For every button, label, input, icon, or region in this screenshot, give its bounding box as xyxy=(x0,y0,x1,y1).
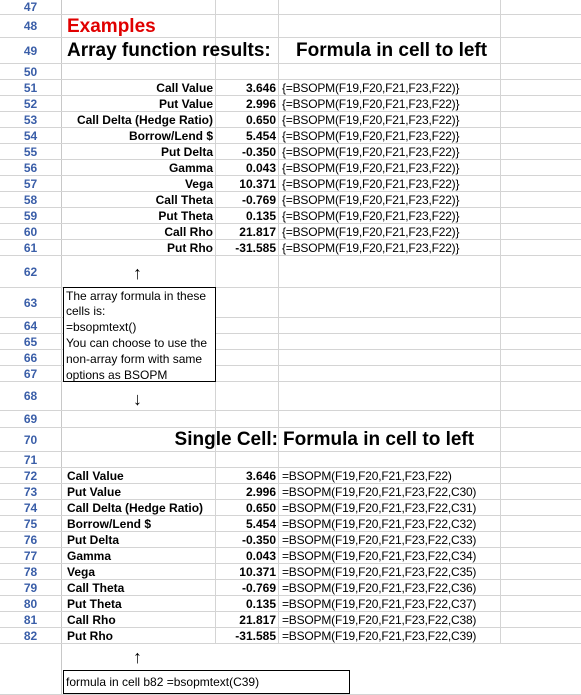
array-value[interactable]: 5.454 xyxy=(245,129,276,143)
column-gridline xyxy=(500,0,501,644)
row-header[interactable]: 80 xyxy=(0,596,62,611)
row-header[interactable]: 47 xyxy=(0,0,62,14)
note-line: options as BSOPM xyxy=(66,368,168,382)
array-formula[interactable]: {=BSOPM(F19,F20,F21,F23,F22)} xyxy=(282,177,460,191)
single-label[interactable]: Call Value xyxy=(67,469,124,483)
array-label[interactable]: Borrow/Lend $ xyxy=(128,129,213,143)
array-results-heading[interactable]: Array function results: xyxy=(67,40,271,61)
single-label[interactable]: Put Delta xyxy=(67,533,120,547)
single-formula[interactable]: =BSOPM(F19,F20,F21,F23,F22,C33) xyxy=(282,533,477,547)
sheet-row[interactable] xyxy=(0,256,581,288)
row-header[interactable]: 73 xyxy=(0,484,62,499)
array-formula[interactable]: {=BSOPM(F19,F20,F21,F23,F22)} xyxy=(282,97,460,111)
array-formula[interactable]: {=BSOPM(F19,F20,F21,F23,F22)} xyxy=(282,241,460,255)
row-header[interactable]: 60 xyxy=(0,224,62,239)
note-line: =bsopmtext() xyxy=(66,320,137,334)
single-formula[interactable]: =BSOPM(F19,F20,F21,F23,F22,C32) xyxy=(282,517,477,531)
single-formula[interactable]: =BSOPM(F19,F20,F21,F23,F22,C38) xyxy=(282,613,477,627)
column-gridline xyxy=(278,0,279,644)
note-line: The array formula in these xyxy=(66,289,207,303)
row-header[interactable]: 78 xyxy=(0,564,62,579)
array-label[interactable]: Put Delta xyxy=(160,145,213,159)
row-header[interactable]: 64 xyxy=(0,318,62,333)
single-value[interactable]: 10.371 xyxy=(239,565,276,579)
row-header[interactable]: 77 xyxy=(0,548,62,563)
row-header[interactable]: 55 xyxy=(0,144,62,159)
single-formula[interactable]: =BSOPM(F19,F20,F21,F23,F22,C31) xyxy=(282,501,477,515)
array-value[interactable]: 0.043 xyxy=(245,161,276,175)
single-value[interactable]: -0.769 xyxy=(241,581,276,595)
single-value[interactable]: -31.585 xyxy=(235,629,276,643)
array-value[interactable]: 0.650 xyxy=(245,113,276,127)
down-arrow-icon: ↓ xyxy=(133,389,142,409)
single-formula[interactable]: =BSOPM(F19,F20,F21,F23,F22,C34) xyxy=(282,549,477,563)
row-header[interactable]: 81 xyxy=(0,612,62,627)
array-label[interactable]: Call Delta (Hedge Ratio) xyxy=(76,113,213,127)
array-formula[interactable]: {=BSOPM(F19,F20,F21,F23,F22)} xyxy=(282,129,460,143)
array-value[interactable]: 2.996 xyxy=(245,97,276,111)
single-label[interactable]: Put Rho xyxy=(67,629,113,643)
array-label[interactable]: Vega xyxy=(184,177,213,191)
examples-heading[interactable]: Examples xyxy=(67,16,156,37)
row-header[interactable]: 69 xyxy=(0,411,62,427)
row-header[interactable]: 61 xyxy=(0,240,62,255)
single-formula[interactable]: =BSOPM(F19,F20,F21,F23,F22) xyxy=(282,469,452,483)
array-label[interactable]: Put Value xyxy=(158,97,213,111)
row-header[interactable]: 75 xyxy=(0,516,62,531)
row-header[interactable]: 82 xyxy=(0,628,62,643)
sheet-row[interactable] xyxy=(0,411,581,428)
row-header[interactable] xyxy=(0,644,62,694)
row-header[interactable]: 58 xyxy=(0,192,62,207)
row-header[interactable]: 76 xyxy=(0,532,62,547)
single-value[interactable]: 3.646 xyxy=(245,469,276,483)
single-formula[interactable]: =BSOPM(F19,F20,F21,F23,F22,C39) xyxy=(282,629,477,643)
row-header[interactable]: 54 xyxy=(0,128,62,143)
single-value[interactable]: -0.350 xyxy=(241,533,276,547)
single-label[interactable]: Vega xyxy=(67,565,96,579)
single-value[interactable]: 0.043 xyxy=(245,549,276,563)
single-formula[interactable]: =BSOPM(F19,F20,F21,F23,F22,C30) xyxy=(282,485,477,499)
single-label[interactable]: Call Delta (Hedge Ratio) xyxy=(67,501,204,515)
single-label[interactable]: Call Rho xyxy=(67,613,116,627)
row-header[interactable]: 59 xyxy=(0,208,62,223)
row-header[interactable]: 79 xyxy=(0,580,62,595)
row-header[interactable]: 68 xyxy=(0,382,62,410)
formula-left-heading-2[interactable]: Formula in cell to left xyxy=(283,429,475,450)
single-formula[interactable]: =BSOPM(F19,F20,F21,F23,F22,C37) xyxy=(282,597,477,611)
single-formula-note[interactable]: formula in cell b82 =bsopmtext(C39) xyxy=(63,670,350,694)
array-value[interactable]: 0.135 xyxy=(245,209,276,223)
row-header[interactable]: 49 xyxy=(0,38,62,63)
array-label[interactable]: Call Theta xyxy=(155,193,213,207)
single-value[interactable]: 2.996 xyxy=(245,485,276,499)
row-header[interactable]: 65 xyxy=(0,334,62,349)
single-label[interactable]: Gamma xyxy=(67,549,112,563)
single-value[interactable]: 0.135 xyxy=(245,597,276,611)
single-label[interactable]: Put Value xyxy=(67,485,122,499)
sheet-row[interactable] xyxy=(0,382,581,411)
sheet-row[interactable] xyxy=(0,452,581,468)
single-label[interactable]: Call Theta xyxy=(67,581,125,595)
row-header[interactable]: 62 xyxy=(0,256,62,287)
sheet-row[interactable] xyxy=(0,0,581,15)
array-label[interactable]: Gamma xyxy=(168,161,213,175)
row-header[interactable]: 71 xyxy=(0,452,62,467)
array-formula[interactable]: {=BSOPM(F19,F20,F21,F23,F22)} xyxy=(282,161,460,175)
array-label[interactable]: Call Value xyxy=(156,81,213,95)
single-value[interactable]: 0.650 xyxy=(245,501,276,515)
array-value[interactable]: -31.585 xyxy=(235,241,276,255)
single-formula[interactable]: =BSOPM(F19,F20,F21,F23,F22,C35) xyxy=(282,565,477,579)
single-cell-heading[interactable]: Single Cell: xyxy=(174,429,278,450)
row-header[interactable]: 56 xyxy=(0,160,62,175)
single-value[interactable]: 5.454 xyxy=(245,517,276,531)
array-label[interactable]: Put Theta xyxy=(158,209,213,223)
single-value[interactable]: 21.817 xyxy=(239,613,276,627)
row-header[interactable]: 50 xyxy=(0,64,62,79)
up-arrow-icon: ↑ xyxy=(133,647,142,667)
row-header[interactable]: 57 xyxy=(0,176,62,191)
single-formula[interactable]: =BSOPM(F19,F20,F21,F23,F22,C36) xyxy=(282,581,477,595)
array-value[interactable]: 3.646 xyxy=(245,81,276,95)
up-arrow-icon: ↑ xyxy=(133,263,142,283)
single-label[interactable]: Put Theta xyxy=(67,597,122,611)
note-line: cells is: xyxy=(66,304,106,318)
array-value[interactable]: -0.350 xyxy=(241,145,276,159)
row-header[interactable]: 74 xyxy=(0,500,62,515)
row-header[interactable]: 51 xyxy=(0,80,62,95)
formula-left-heading[interactable]: Formula in cell to left xyxy=(296,40,488,61)
array-formula[interactable]: {=BSOPM(F19,F20,F21,F23,F22)} xyxy=(282,145,460,159)
array-formula[interactable]: {=BSOPM(F19,F20,F21,F23,F22)} xyxy=(282,225,460,239)
row-header[interactable]: 66 xyxy=(0,350,62,365)
row-header[interactable]: 72 xyxy=(0,468,62,483)
array-formula[interactable]: {=BSOPM(F19,F20,F21,F23,F22)} xyxy=(282,193,460,207)
row-header[interactable]: 63 xyxy=(0,288,62,317)
array-value[interactable]: 21.817 xyxy=(239,225,276,239)
note-line: non-array form with same xyxy=(66,352,203,366)
sheet-row[interactable] xyxy=(0,64,581,80)
array-formula[interactable]: {=BSOPM(F19,F20,F21,F23,F22)} xyxy=(282,81,460,95)
row-header[interactable]: 52 xyxy=(0,96,62,111)
row-header[interactable]: 53 xyxy=(0,112,62,127)
note-line: You can choose to use the xyxy=(66,336,207,350)
array-formula-note[interactable] xyxy=(63,287,216,382)
row-header[interactable]: 67 xyxy=(0,366,62,381)
array-formula[interactable]: {=BSOPM(F19,F20,F21,F23,F22)} xyxy=(282,209,460,223)
single-label[interactable]: Borrow/Lend $ xyxy=(67,517,152,531)
array-value[interactable]: 10.371 xyxy=(239,177,276,191)
row-header[interactable]: 48 xyxy=(0,15,62,37)
array-label[interactable]: Put Rho xyxy=(167,241,213,255)
array-label[interactable]: Call Rho xyxy=(164,225,213,239)
row-header[interactable]: 70 xyxy=(0,428,62,451)
array-formula[interactable]: {=BSOPM(F19,F20,F21,F23,F22)} xyxy=(282,113,460,127)
array-value[interactable]: -0.769 xyxy=(241,193,276,207)
